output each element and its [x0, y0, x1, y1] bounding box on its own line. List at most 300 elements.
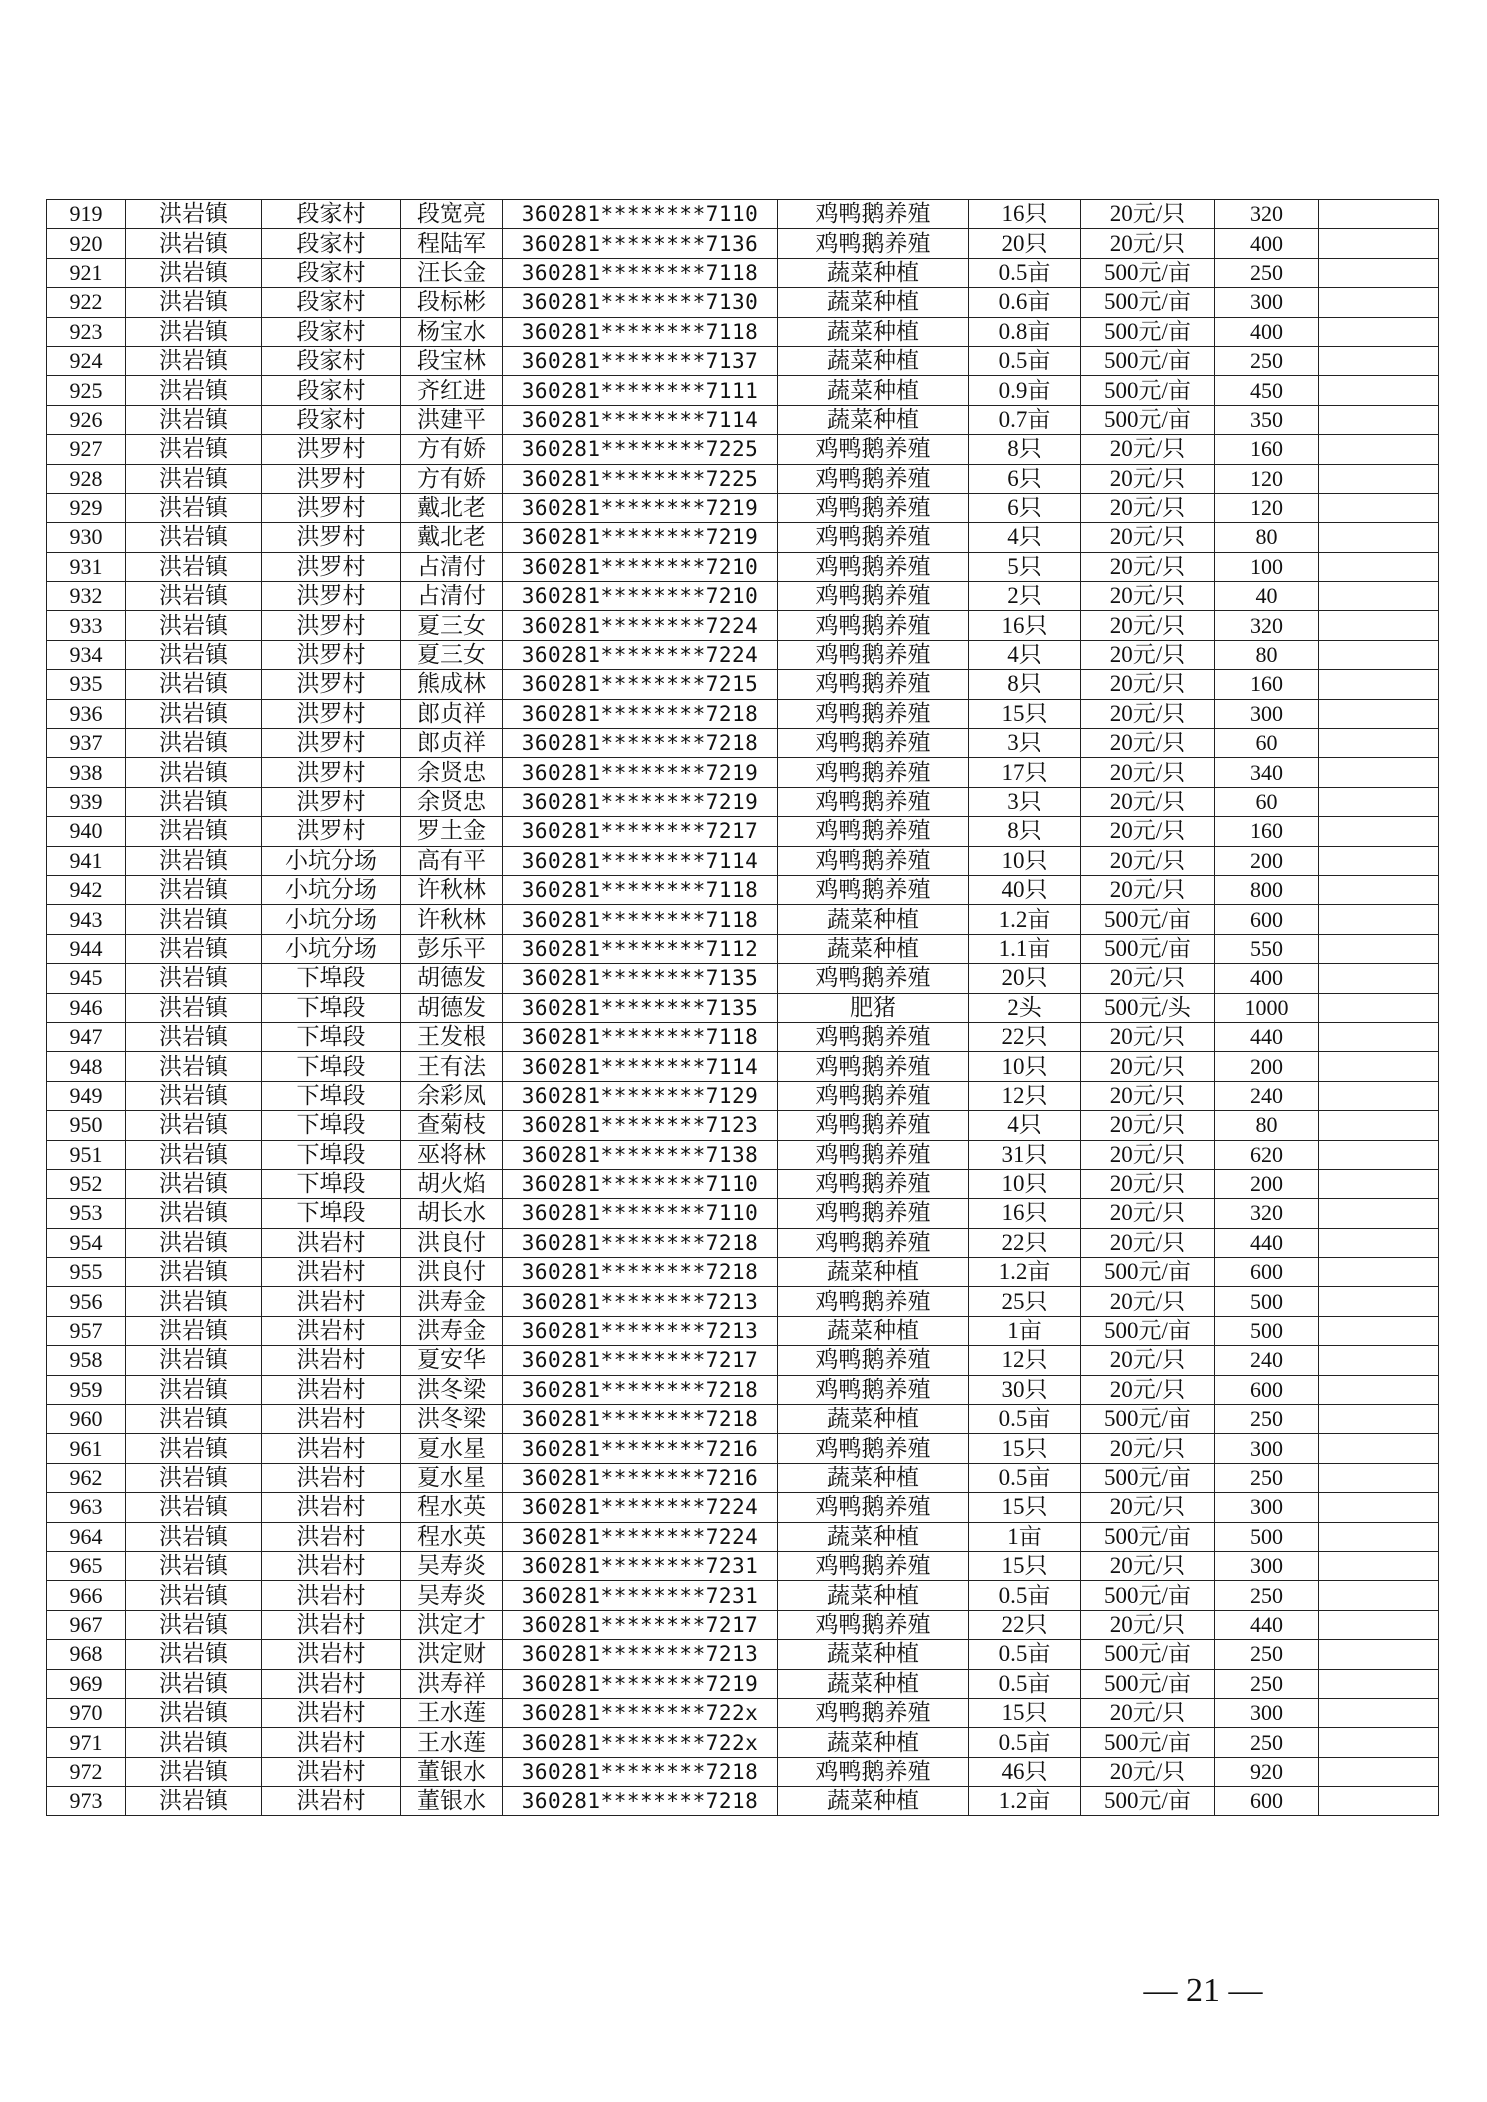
standard-cell: 500元/亩 [1081, 934, 1215, 963]
village-name-cell: 洪岩村 [262, 1493, 401, 1522]
standard-cell: 20元/只 [1081, 758, 1215, 787]
table-row [47, 758, 1439, 787]
blank-cell [1319, 1787, 1439, 1816]
town-name-cell: 洪岩镇 [126, 846, 262, 875]
table-row [47, 1640, 1439, 1669]
blank-cell [1319, 1258, 1439, 1287]
id-number-cell: 360281********7217 [503, 1610, 778, 1639]
person-name-cell: 熊成林 [401, 670, 503, 699]
blank-cell [1319, 346, 1439, 375]
village-name-cell: 洪罗村 [262, 493, 401, 522]
id-number-cell: 360281********7219 [503, 1669, 778, 1698]
village-name-cell: 洪罗村 [262, 464, 401, 493]
quantity-cell: 22只 [969, 1610, 1081, 1639]
amount-cell: 160 [1215, 435, 1319, 464]
person-name-cell: 胡德发 [401, 993, 503, 1022]
id-number-cell: 360281********7217 [503, 1346, 778, 1375]
quantity-cell: 1亩 [969, 1316, 1081, 1345]
id-number-cell: 360281********7210 [503, 582, 778, 611]
quantity-cell: 0.7亩 [969, 405, 1081, 434]
village-name-cell: 小坑分场 [262, 934, 401, 963]
amount-cell: 500 [1215, 1316, 1319, 1345]
person-name-cell: 齐红进 [401, 376, 503, 405]
village-name-cell: 洪罗村 [262, 640, 401, 669]
blank-cell [1319, 1375, 1439, 1404]
table-row [47, 1787, 1439, 1816]
village-name-cell: 小坑分场 [262, 905, 401, 934]
town-name-cell: 洪岩镇 [126, 1346, 262, 1375]
subsidy-table [46, 199, 1439, 1816]
standard-cell: 20元/只 [1081, 729, 1215, 758]
village-name-cell: 小坑分场 [262, 875, 401, 904]
quantity-cell: 4只 [969, 523, 1081, 552]
project-type-cell: 蔬菜种植 [778, 1669, 969, 1698]
project-type-cell: 蔬菜种植 [778, 288, 969, 317]
project-type-cell: 鸡鸭鹅养殖 [778, 1346, 969, 1375]
row-number-cell: 948 [47, 1052, 126, 1081]
row-number-cell: 926 [47, 405, 126, 434]
village-name-cell: 洪罗村 [262, 699, 401, 728]
person-name-cell: 董银水 [401, 1787, 503, 1816]
town-name-cell: 洪岩镇 [126, 1258, 262, 1287]
amount-cell: 300 [1215, 1434, 1319, 1463]
standard-cell: 500元/亩 [1081, 1787, 1215, 1816]
project-type-cell: 鸡鸭鹅养殖 [778, 787, 969, 816]
blank-cell [1319, 1169, 1439, 1198]
village-name-cell: 洪岩村 [262, 1287, 401, 1316]
table-row [47, 288, 1439, 317]
project-type-cell: 肥猪 [778, 993, 969, 1022]
quantity-cell: 8只 [969, 435, 1081, 464]
quantity-cell: 8只 [969, 670, 1081, 699]
blank-cell [1319, 1493, 1439, 1522]
row-number-cell: 972 [47, 1757, 126, 1786]
amount-cell: 200 [1215, 1052, 1319, 1081]
town-name-cell: 洪岩镇 [126, 1199, 262, 1228]
village-name-cell: 段家村 [262, 229, 401, 258]
person-name-cell: 胡火焰 [401, 1169, 503, 1198]
quantity-cell: 4只 [969, 640, 1081, 669]
quantity-cell: 2头 [969, 993, 1081, 1022]
village-name-cell: 下埠段 [262, 1169, 401, 1198]
village-name-cell: 下埠段 [262, 1022, 401, 1051]
project-type-cell: 蔬菜种植 [778, 934, 969, 963]
quantity-cell: 12只 [969, 1081, 1081, 1110]
quantity-cell: 10只 [969, 1052, 1081, 1081]
row-number-cell: 919 [47, 200, 126, 229]
standard-cell: 500元/亩 [1081, 346, 1215, 375]
amount-cell: 300 [1215, 1493, 1319, 1522]
amount-cell: 500 [1215, 1287, 1319, 1316]
amount-cell: 450 [1215, 376, 1319, 405]
standard-cell: 20元/只 [1081, 464, 1215, 493]
person-name-cell: 段宽亮 [401, 200, 503, 229]
id-number-cell: 360281********7218 [503, 1757, 778, 1786]
project-type-cell: 鸡鸭鹅养殖 [778, 1610, 969, 1639]
blank-cell [1319, 1757, 1439, 1786]
amount-cell: 40 [1215, 582, 1319, 611]
town-name-cell: 洪岩镇 [126, 346, 262, 375]
table-row [47, 317, 1439, 346]
standard-cell: 20元/只 [1081, 1022, 1215, 1051]
village-name-cell: 洪罗村 [262, 817, 401, 846]
town-name-cell: 洪岩镇 [126, 640, 262, 669]
blank-cell [1319, 1022, 1439, 1051]
town-name-cell: 洪岩镇 [126, 1551, 262, 1580]
quantity-cell: 4只 [969, 1111, 1081, 1140]
village-name-cell: 段家村 [262, 200, 401, 229]
amount-cell: 400 [1215, 317, 1319, 346]
town-name-cell: 洪岩镇 [126, 1052, 262, 1081]
row-number-cell: 937 [47, 729, 126, 758]
project-type-cell: 鸡鸭鹅养殖 [778, 1199, 969, 1228]
row-number-cell: 969 [47, 1669, 126, 1698]
quantity-cell: 0.5亩 [969, 346, 1081, 375]
standard-cell: 20元/只 [1081, 1610, 1215, 1639]
town-name-cell: 洪岩镇 [126, 699, 262, 728]
quantity-cell: 2只 [969, 582, 1081, 611]
amount-cell: 120 [1215, 464, 1319, 493]
blank-cell [1319, 1610, 1439, 1639]
blank-cell [1319, 258, 1439, 287]
project-type-cell: 鸡鸭鹅养殖 [778, 699, 969, 728]
quantity-cell: 16只 [969, 611, 1081, 640]
town-name-cell: 洪岩镇 [126, 611, 262, 640]
town-name-cell: 洪岩镇 [126, 1640, 262, 1669]
town-name-cell: 洪岩镇 [126, 552, 262, 581]
id-number-cell: 360281********7219 [503, 493, 778, 522]
blank-cell [1319, 1287, 1439, 1316]
quantity-cell: 22只 [969, 1228, 1081, 1257]
village-name-cell: 洪罗村 [262, 582, 401, 611]
quantity-cell: 15只 [969, 699, 1081, 728]
standard-cell: 20元/只 [1081, 1346, 1215, 1375]
id-number-cell: 360281********7111 [503, 376, 778, 405]
table-row [47, 1346, 1439, 1375]
town-name-cell: 洪岩镇 [126, 1728, 262, 1757]
id-number-cell: 360281********7225 [503, 435, 778, 464]
village-name-cell: 洪岩村 [262, 1787, 401, 1816]
town-name-cell: 洪岩镇 [126, 875, 262, 904]
table-row [47, 1228, 1439, 1257]
id-number-cell: 360281********7218 [503, 1258, 778, 1287]
table-row [47, 523, 1439, 552]
amount-cell: 600 [1215, 1375, 1319, 1404]
row-number-cell: 941 [47, 846, 126, 875]
quantity-cell: 6只 [969, 493, 1081, 522]
table-row [47, 993, 1439, 1022]
row-number-cell: 950 [47, 1111, 126, 1140]
quantity-cell: 1.1亩 [969, 934, 1081, 963]
table-body [47, 200, 1439, 1816]
blank-cell [1319, 1522, 1439, 1551]
amount-cell: 250 [1215, 1581, 1319, 1610]
table-row [47, 934, 1439, 963]
person-name-cell: 洪冬梁 [401, 1405, 503, 1434]
table-row [47, 1581, 1439, 1610]
row-number-cell: 923 [47, 317, 126, 346]
amount-cell: 250 [1215, 1463, 1319, 1492]
id-number-cell: 360281********7118 [503, 317, 778, 346]
blank-cell [1319, 1698, 1439, 1727]
blank-cell [1319, 934, 1439, 963]
project-type-cell: 蔬菜种植 [778, 1640, 969, 1669]
standard-cell: 20元/只 [1081, 1169, 1215, 1198]
row-number-cell: 924 [47, 346, 126, 375]
project-type-cell: 鸡鸭鹅养殖 [778, 670, 969, 699]
project-type-cell: 鸡鸭鹅养殖 [778, 1111, 969, 1140]
quantity-cell: 0.5亩 [969, 1669, 1081, 1698]
town-name-cell: 洪岩镇 [126, 1022, 262, 1051]
amount-cell: 620 [1215, 1140, 1319, 1169]
table-row [47, 729, 1439, 758]
standard-cell: 500元/亩 [1081, 1316, 1215, 1345]
amount-cell: 800 [1215, 875, 1319, 904]
row-number-cell: 921 [47, 258, 126, 287]
blank-cell [1319, 1316, 1439, 1345]
project-type-cell: 鸡鸭鹅养殖 [778, 817, 969, 846]
id-number-cell: 360281********7218 [503, 729, 778, 758]
amount-cell: 550 [1215, 934, 1319, 963]
blank-cell [1319, 464, 1439, 493]
standard-cell: 20元/只 [1081, 1287, 1215, 1316]
project-type-cell: 鸡鸭鹅养殖 [778, 1140, 969, 1169]
village-name-cell: 洪罗村 [262, 670, 401, 699]
id-number-cell: 360281********7137 [503, 346, 778, 375]
village-name-cell: 段家村 [262, 376, 401, 405]
table-row [47, 1111, 1439, 1140]
row-number-cell: 933 [47, 611, 126, 640]
amount-cell: 240 [1215, 1346, 1319, 1375]
row-number-cell: 973 [47, 1787, 126, 1816]
amount-cell: 300 [1215, 1698, 1319, 1727]
blank-cell [1319, 817, 1439, 846]
town-name-cell: 洪岩镇 [126, 1375, 262, 1404]
town-name-cell: 洪岩镇 [126, 1316, 262, 1345]
project-type-cell: 鸡鸭鹅养殖 [778, 1022, 969, 1051]
village-name-cell: 洪罗村 [262, 523, 401, 552]
id-number-cell: 360281********7135 [503, 964, 778, 993]
quantity-cell: 0.6亩 [969, 288, 1081, 317]
table-row [47, 493, 1439, 522]
quantity-cell: 5只 [969, 552, 1081, 581]
standard-cell: 20元/只 [1081, 1081, 1215, 1110]
blank-cell [1319, 200, 1439, 229]
table-row [47, 611, 1439, 640]
row-number-cell: 971 [47, 1728, 126, 1757]
standard-cell: 20元/只 [1081, 846, 1215, 875]
quantity-cell: 15只 [969, 1434, 1081, 1463]
project-type-cell: 蔬菜种植 [778, 1405, 969, 1434]
id-number-cell: 360281********7110 [503, 1199, 778, 1228]
row-number-cell: 962 [47, 1463, 126, 1492]
standard-cell: 20元/只 [1081, 582, 1215, 611]
quantity-cell: 22只 [969, 1022, 1081, 1051]
table-row [47, 435, 1439, 464]
town-name-cell: 洪岩镇 [126, 787, 262, 816]
standard-cell: 500元/亩 [1081, 1405, 1215, 1434]
standard-cell: 500元/亩 [1081, 1258, 1215, 1287]
standard-cell: 20元/只 [1081, 1698, 1215, 1727]
id-number-cell: 360281********7110 [503, 200, 778, 229]
amount-cell: 250 [1215, 258, 1319, 287]
id-number-cell: 360281********7218 [503, 699, 778, 728]
id-number-cell: 360281********7114 [503, 405, 778, 434]
id-number-cell: 360281********7231 [503, 1551, 778, 1580]
project-type-cell: 鸡鸭鹅养殖 [778, 611, 969, 640]
town-name-cell: 洪岩镇 [126, 1434, 262, 1463]
project-type-cell: 鸡鸭鹅养殖 [778, 729, 969, 758]
town-name-cell: 洪岩镇 [126, 258, 262, 287]
standard-cell: 500元/亩 [1081, 288, 1215, 317]
village-name-cell: 洪岩村 [262, 1463, 401, 1492]
person-name-cell: 高有平 [401, 846, 503, 875]
blank-cell [1319, 640, 1439, 669]
standard-cell: 20元/只 [1081, 200, 1215, 229]
row-number-cell: 957 [47, 1316, 126, 1345]
row-number-cell: 947 [47, 1022, 126, 1051]
row-number-cell: 925 [47, 376, 126, 405]
table-row [47, 1434, 1439, 1463]
table-row [47, 875, 1439, 904]
project-type-cell: 鸡鸭鹅养殖 [778, 552, 969, 581]
standard-cell: 500元/亩 [1081, 317, 1215, 346]
standard-cell: 500元/亩 [1081, 1581, 1215, 1610]
amount-cell: 440 [1215, 1610, 1319, 1639]
village-name-cell: 段家村 [262, 346, 401, 375]
row-number-cell: 946 [47, 993, 126, 1022]
town-name-cell: 洪岩镇 [126, 317, 262, 346]
standard-cell: 20元/只 [1081, 640, 1215, 669]
quantity-cell: 0.8亩 [969, 317, 1081, 346]
project-type-cell: 鸡鸭鹅养殖 [778, 1698, 969, 1727]
town-name-cell: 洪岩镇 [126, 1140, 262, 1169]
project-type-cell: 鸡鸭鹅养殖 [778, 1757, 969, 1786]
table-row [47, 582, 1439, 611]
amount-cell: 920 [1215, 1757, 1319, 1786]
quantity-cell: 0.9亩 [969, 376, 1081, 405]
blank-cell [1319, 964, 1439, 993]
project-type-cell: 蔬菜种植 [778, 1316, 969, 1345]
id-number-cell: 360281********7224 [503, 1493, 778, 1522]
row-number-cell: 951 [47, 1140, 126, 1169]
village-name-cell: 洪岩村 [262, 1551, 401, 1580]
person-name-cell: 夏水星 [401, 1434, 503, 1463]
project-type-cell: 蔬菜种植 [778, 1728, 969, 1757]
id-number-cell: 360281********7219 [503, 523, 778, 552]
table-row [47, 258, 1439, 287]
standard-cell: 20元/只 [1081, 435, 1215, 464]
quantity-cell: 12只 [969, 1346, 1081, 1375]
standard-cell: 20元/只 [1081, 1140, 1215, 1169]
amount-cell: 320 [1215, 200, 1319, 229]
table-row [47, 1463, 1439, 1492]
standard-cell: 500元/亩 [1081, 1728, 1215, 1757]
project-type-cell: 鸡鸭鹅养殖 [778, 1493, 969, 1522]
blank-cell [1319, 1405, 1439, 1434]
project-type-cell: 鸡鸭鹅养殖 [778, 200, 969, 229]
standard-cell: 20元/只 [1081, 670, 1215, 699]
village-name-cell: 洪岩村 [262, 1346, 401, 1375]
table-row [47, 405, 1439, 434]
blank-cell [1319, 376, 1439, 405]
table-row [47, 1610, 1439, 1639]
amount-cell: 250 [1215, 1669, 1319, 1698]
quantity-cell: 20只 [969, 229, 1081, 258]
id-number-cell: 360281********7138 [503, 1140, 778, 1169]
person-name-cell: 胡德发 [401, 964, 503, 993]
standard-cell: 500元/亩 [1081, 376, 1215, 405]
id-number-cell: 360281********7218 [503, 1375, 778, 1404]
project-type-cell: 鸡鸭鹅养殖 [778, 523, 969, 552]
project-type-cell: 蔬菜种植 [778, 1787, 969, 1816]
project-type-cell: 蔬菜种植 [778, 905, 969, 934]
blank-cell [1319, 1052, 1439, 1081]
project-type-cell: 蔬菜种植 [778, 376, 969, 405]
village-name-cell: 洪罗村 [262, 435, 401, 464]
standard-cell: 20元/只 [1081, 229, 1215, 258]
table-row [47, 1316, 1439, 1345]
standard-cell: 500元/亩 [1081, 1463, 1215, 1492]
town-name-cell: 洪岩镇 [126, 1111, 262, 1140]
table-row [47, 376, 1439, 405]
person-name-cell: 彭乐平 [401, 934, 503, 963]
table-row [47, 229, 1439, 258]
village-name-cell: 洪罗村 [262, 758, 401, 787]
row-number-cell: 952 [47, 1169, 126, 1198]
blank-cell [1319, 1728, 1439, 1757]
quantity-cell: 31只 [969, 1140, 1081, 1169]
town-name-cell: 洪岩镇 [126, 405, 262, 434]
amount-cell: 500 [1215, 1522, 1319, 1551]
town-name-cell: 洪岩镇 [126, 670, 262, 699]
blank-cell [1319, 1640, 1439, 1669]
village-name-cell: 洪岩村 [262, 1316, 401, 1345]
amount-cell: 120 [1215, 493, 1319, 522]
blank-cell [1319, 582, 1439, 611]
project-type-cell: 鸡鸭鹅养殖 [778, 875, 969, 904]
id-number-cell: 360281********7213 [503, 1287, 778, 1316]
blank-cell [1319, 229, 1439, 258]
blank-cell [1319, 699, 1439, 728]
id-number-cell: 360281********7224 [503, 611, 778, 640]
amount-cell: 60 [1215, 787, 1319, 816]
page-number: — 21 — [1143, 1972, 1263, 2009]
quantity-cell: 0.5亩 [969, 1640, 1081, 1669]
amount-cell: 240 [1215, 1081, 1319, 1110]
project-type-cell: 蔬菜种植 [778, 346, 969, 375]
village-name-cell: 洪罗村 [262, 729, 401, 758]
row-number-cell: 928 [47, 464, 126, 493]
blank-cell [1319, 405, 1439, 434]
village-name-cell: 洪岩村 [262, 1258, 401, 1287]
person-name-cell: 董银水 [401, 1757, 503, 1786]
town-name-cell: 洪岩镇 [126, 934, 262, 963]
person-name-cell: 余贤忠 [401, 758, 503, 787]
table-row [47, 1698, 1439, 1727]
id-number-cell: 360281********7216 [503, 1434, 778, 1463]
person-name-cell: 洪冬梁 [401, 1375, 503, 1404]
row-number-cell: 931 [47, 552, 126, 581]
person-name-cell: 许秋林 [401, 905, 503, 934]
person-name-cell: 洪寿金 [401, 1316, 503, 1345]
village-name-cell: 洪罗村 [262, 611, 401, 640]
row-number-cell: 970 [47, 1698, 126, 1727]
quantity-cell: 0.5亩 [969, 1463, 1081, 1492]
standard-cell: 20元/只 [1081, 817, 1215, 846]
table-row [47, 699, 1439, 728]
person-name-cell: 洪寿金 [401, 1287, 503, 1316]
